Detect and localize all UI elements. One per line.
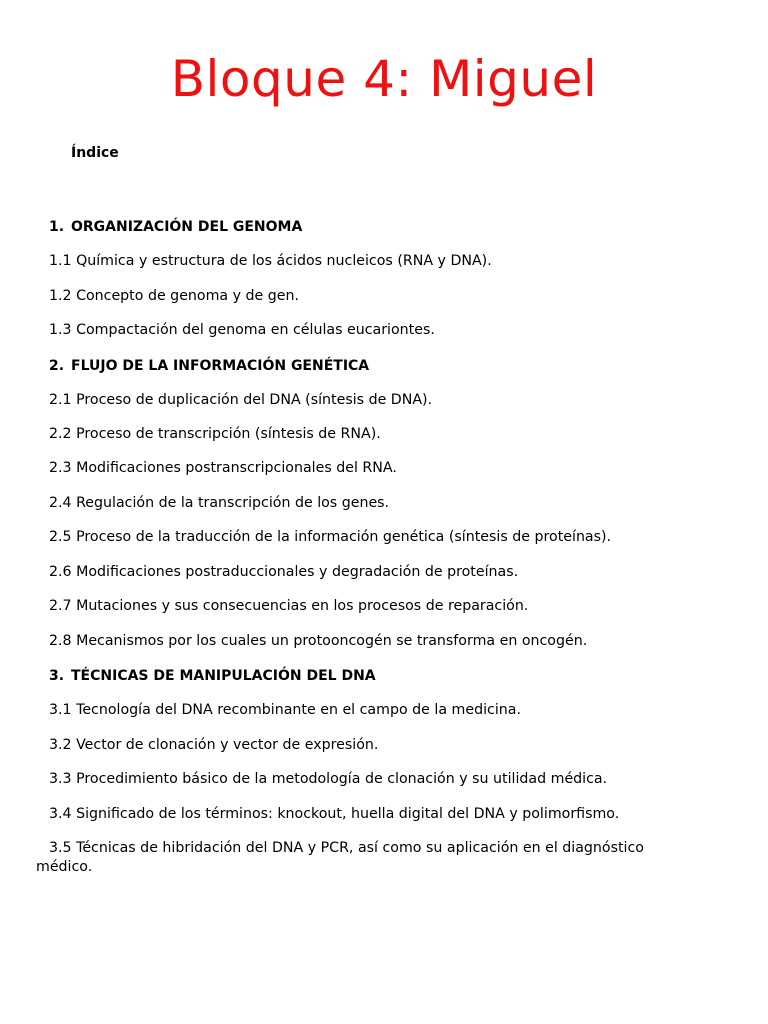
index-item: 2.2 Proceso de transcripción (síntesis de RNA). xyxy=(49,426,381,442)
index-item: 3.1 Tecnología del DNA recombinante en el campo de la medicina. xyxy=(49,702,521,718)
index-item: 2.5 Proceso de la traducción de la información genética (síntesis de proteínas). xyxy=(49,529,612,545)
section-number: 3. xyxy=(49,668,65,684)
index-heading: Índice xyxy=(71,145,119,161)
index-item: 2.8 Mecanismos por los cuales un protooncogén se transforma en oncogén. xyxy=(49,633,588,649)
section-number: 2. xyxy=(49,358,65,374)
index-item: 2.6 Modificaciones postraduccionales y degradación de proteínas. xyxy=(49,564,519,580)
index-item: 2.3 Modificaciones postranscripcionales del RNA. xyxy=(49,460,397,476)
section-heading-1 xyxy=(49,218,302,236)
index-item: 1.1 Química y estructura de los ácidos nucleicos (RNA y DNA). xyxy=(49,253,492,269)
section-number: 1. xyxy=(49,219,65,235)
index-item: 3.4 Significado de los términos: knockout, huella digital del DNA y polimorfismo. xyxy=(49,806,620,822)
section-title: ORGANIZACIÓN DEL GENOMA xyxy=(71,219,303,235)
page-title: Bloque 4: Miguel xyxy=(170,50,598,108)
section-heading-3 xyxy=(49,667,376,685)
index-item: 3.2 Vector de clonación y vector de expresión. xyxy=(49,737,379,753)
section-title: TÉCNICAS DE MANIPULACIÓN DEL DNA xyxy=(71,668,376,684)
index-item: 3.3 Procedimiento básico de la metodología de clonación y su utilidad médica. xyxy=(49,771,608,787)
section-heading-2 xyxy=(49,357,369,375)
index-item: 2.1 Proceso de duplicación del DNA (síntesis de DNA). xyxy=(49,392,433,408)
index-item: 1.2 Concepto de genoma y de gen. xyxy=(49,288,299,304)
section-title: FLUJO DE LA INFORMACIÓN GENÉTICA xyxy=(71,358,370,374)
index-item: 3.5 Técnicas de hibridación del DNA y PCR, así como su aplicación en el diagnóstico médico. xyxy=(36,840,644,875)
index-item: 1.3 Compactación del genoma en células eucariontes. xyxy=(49,322,435,338)
index-item: 2.4 Regulación de la transcripción de los genes. xyxy=(49,495,390,511)
index-item: 2.7 Mutaciones y sus consecuencias en los procesos de reparación. xyxy=(49,598,529,614)
